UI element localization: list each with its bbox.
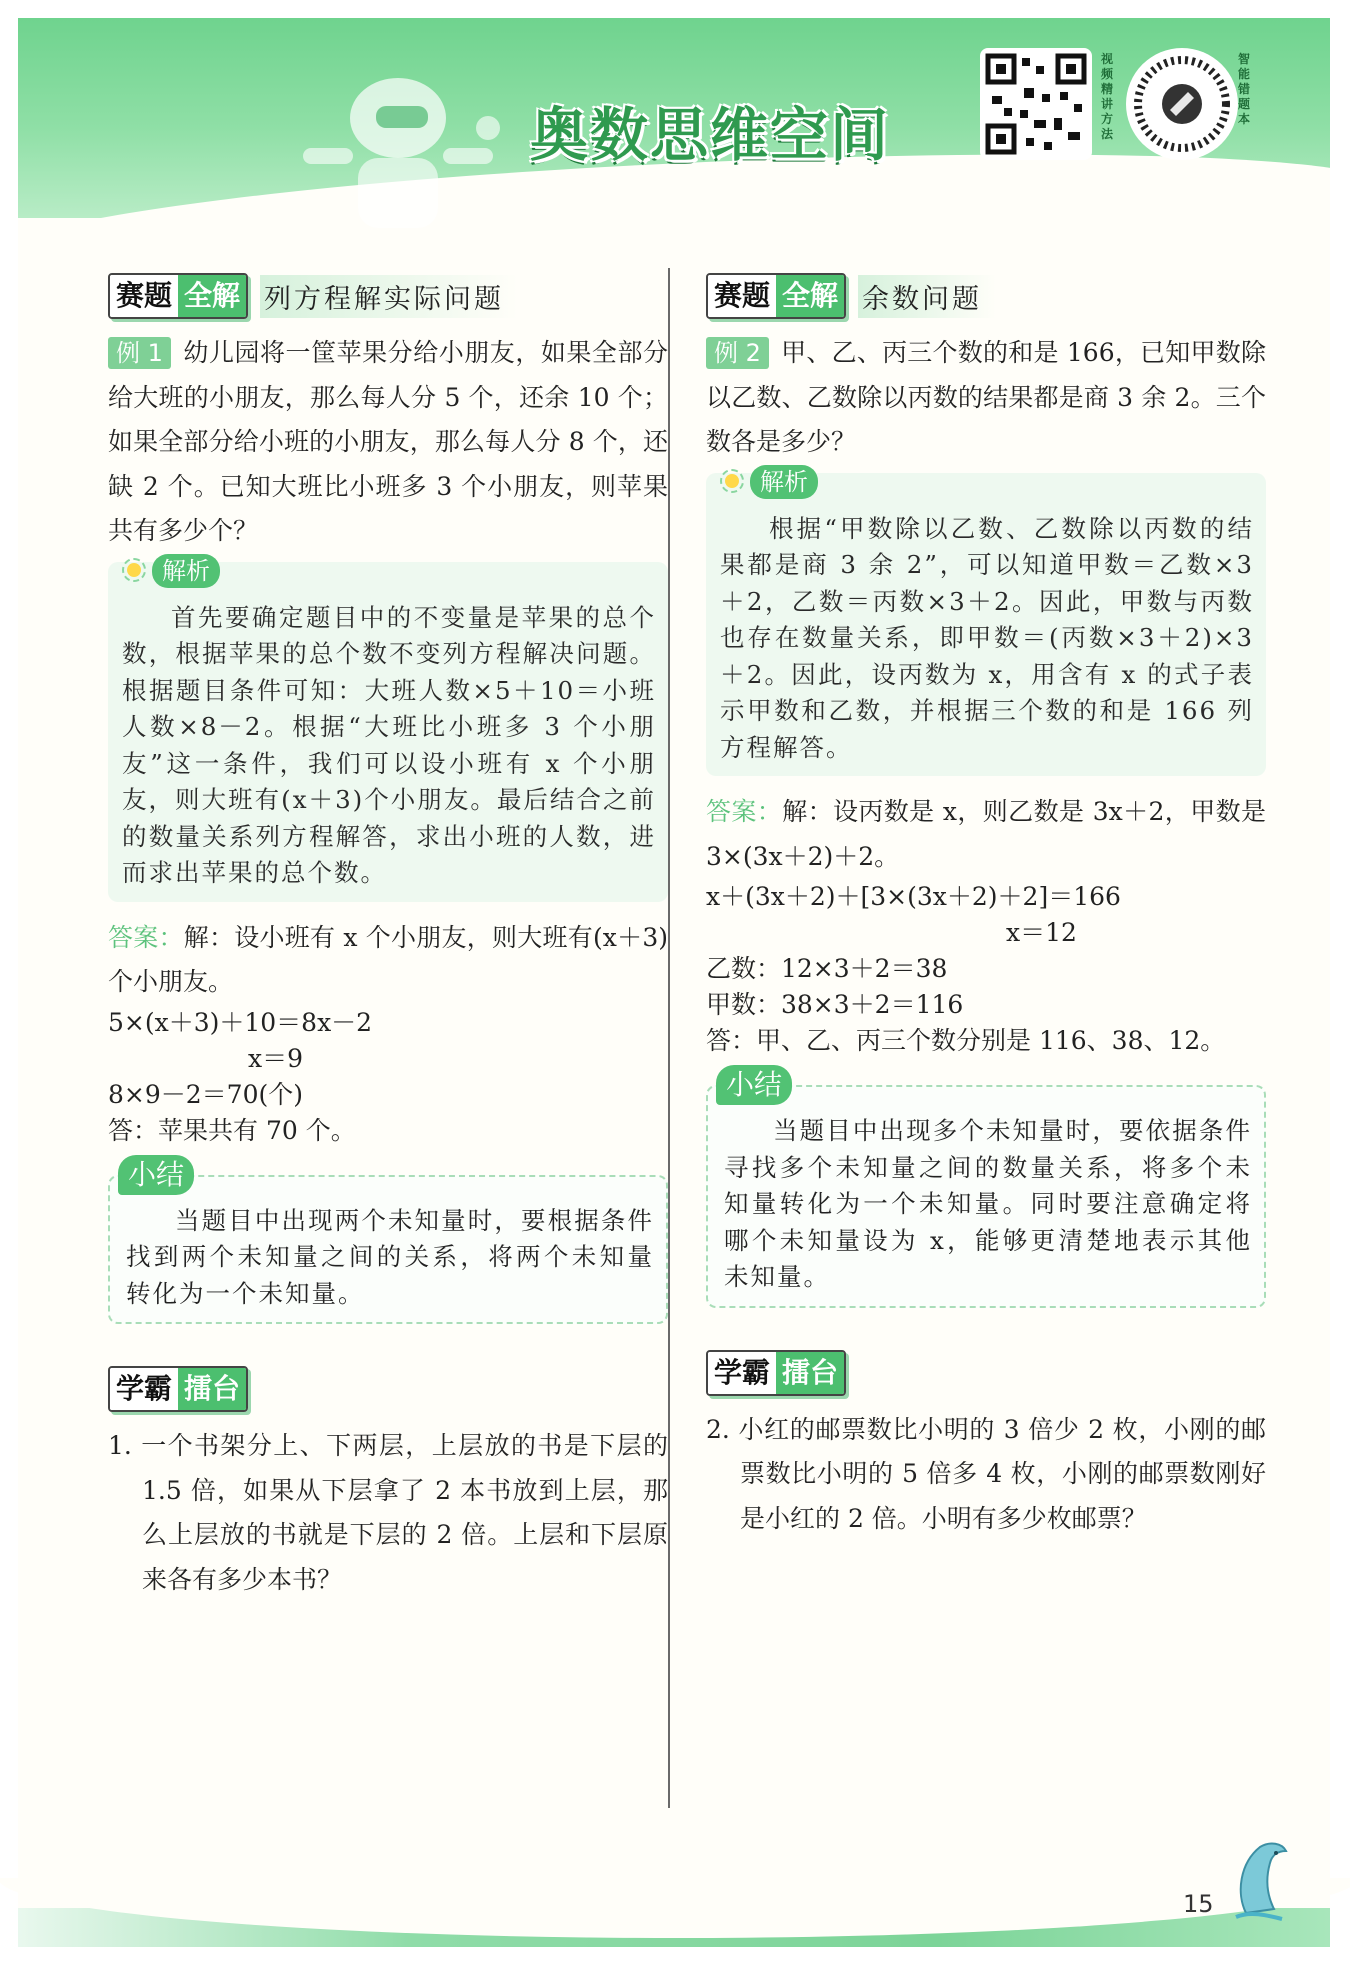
page xyxy=(18,18,1330,1947)
robot-icon xyxy=(248,58,508,248)
practice-question-1: 1. 一个书架分上、下两层，上层放的书是下层的 1.5 倍，如果从下层拿了 2 本书放到上层，那么上层放的书就是下层的 2 倍。上层和下层原来各有多少本书？ xyxy=(108,1431,668,1594)
example-text: 幼儿园将一筐苹果分给小朋友，如果全部分给大班的小朋友，那么每人分 5 个，还余 10 个；如果全部分给小班的小朋友，那么每人分 8 个，还缺 2 个。已知大班比小班多 3 个小朋友，则苹果共有多少个？ xyxy=(108,338,668,545)
lightbulb-icon xyxy=(718,468,746,496)
page-number: 15 xyxy=(1183,1890,1214,1918)
page-title: 奥数思维空间 xyxy=(530,101,891,169)
dolphin-icon xyxy=(1226,1833,1296,1923)
tag-part-b: 擂台 xyxy=(776,1352,844,1394)
equation: 8×9－2＝70(个) xyxy=(108,1079,303,1109)
practice-section xyxy=(706,1350,1266,1542)
qr-left-caption: 视频精讲方法 xyxy=(1100,52,1113,141)
practice-section xyxy=(108,1366,668,1602)
tag-part-a: 学霸 xyxy=(708,1352,776,1394)
analysis-text: 根据“甲数除以乙数、乙数除以丙数的结果都是商 3 余 2”，可以知道甲数＝乙数×3＋2，乙数＝丙数×3＋2。因此，甲数与丙数也存在数量关系，即甲数＝(丙数×3＋2)×3＋2。因此，设丙数为 x，用含有 x 的式子表示甲数和乙数，并根据三个数的和是 166 列方程解答。 xyxy=(720,513,1254,762)
left-column xyxy=(108,273,668,1602)
example-2 xyxy=(706,331,1266,465)
summary-box xyxy=(108,1157,668,1325)
right-column xyxy=(706,273,1266,1541)
header-banner xyxy=(18,18,1330,248)
answer-final: 答：甲、乙、丙三个数分别是 116、38、12。 xyxy=(706,1026,1226,1055)
answer-intro: 答案：解：设丙数是 x，则乙数是 3x＋2，甲数是 3×(3x＋2)＋2。 xyxy=(706,797,1266,871)
tag-part-a: 赛题 xyxy=(708,275,776,317)
example-1 xyxy=(108,331,668,554)
qr-right-caption: 智能错题本 xyxy=(1237,52,1250,126)
summary-text: 当题目中出现多个未知量时，要依据条件寻找多个未知量之间的数量关系，将多个未知量转化为一个未知量。同时要注意确定将哪个未知量设为 x，能够更清楚地表示其他未知量。 xyxy=(724,1116,1252,1291)
analysis-box xyxy=(706,467,1266,777)
analysis-box xyxy=(108,556,668,902)
practice-header xyxy=(706,1350,1266,1396)
qr-code-icon xyxy=(980,48,1092,160)
analysis-label: 解析 xyxy=(750,465,818,499)
summary-label: 小结 xyxy=(716,1065,792,1105)
mini-program-code-icon xyxy=(1126,48,1238,160)
equation: 5×(x＋3)＋10＝8x－2 xyxy=(108,1007,373,1037)
tag-part-b: 全解 xyxy=(178,275,246,317)
tag-part-b: 擂台 xyxy=(178,1368,246,1410)
summary-label: 小结 xyxy=(118,1155,194,1195)
tag-part-b: 全解 xyxy=(776,275,844,317)
analysis-text: 首先要确定题目中的不变量是苹果的总个数，根据苹果的总个数不变列方程解决问题。根据题目条件可知：大班人数×5＋10＝小班人数×8－2。根据“大班比小班多 3 个小朋友”这一条件，我们可以设小班有 x 个小朋友，则大班有(x＋3)个小朋友。最后结合之前的数量关系列方程解答，求出小班的人数，进而求出苹果的总个数。 xyxy=(122,602,656,887)
answer-intro: 答案：解：设小班有 x 个小朋友，则大班有(x＋3)个小朋友。 xyxy=(108,922,668,996)
equation: 乙数：12×3＋2＝38 xyxy=(706,954,948,983)
section-tag xyxy=(706,273,846,319)
summary-text: 当题目中出现两个未知量时，要根据条件找到两个未知量之间的关系，将两个未知量转化为一个未知量。 xyxy=(126,1205,654,1308)
practice-question-2: 2. 小红的邮票数比小明的 3 倍少 2 枚，小刚的邮票数比小明的 5 倍多 4 枚，小刚的邮票数刚好是小红的 2 倍。小明有多少枚邮票？ xyxy=(706,1414,1266,1533)
example-badge: 例 2 xyxy=(706,337,769,369)
example-badge: 例 1 xyxy=(108,337,171,369)
equation-solution: x＝12 xyxy=(1006,918,1077,947)
analysis-label: 解析 xyxy=(152,554,220,588)
equation: 甲数：38×3＋2＝116 xyxy=(706,990,964,1019)
summary-box xyxy=(706,1068,1266,1308)
section-header xyxy=(108,273,668,319)
equation: x＋(3x＋2)＋[3×(3x＋2)＋2]＝166 xyxy=(706,882,1121,911)
section-tag xyxy=(108,273,248,319)
column-divider xyxy=(668,268,670,1808)
section-header xyxy=(706,273,1266,319)
example-text: 甲、乙、丙三个数的和是 166，已知甲数除以乙数、乙数除以丙数的结果都是商 3 余 2。三个数各是多少？ xyxy=(706,338,1266,456)
answer-label: 答案： xyxy=(108,922,184,952)
section-title: 余数问题 xyxy=(858,275,996,318)
lightbulb-icon xyxy=(120,557,148,585)
answer-label: 答案： xyxy=(706,797,783,826)
section-title: 列方程解实际问题 xyxy=(260,275,518,318)
equation-solution: x＝9 xyxy=(248,1043,304,1073)
practice-header xyxy=(108,1366,668,1412)
answer-final: 答：苹果共有 70 个。 xyxy=(108,1115,356,1145)
tag-part-a: 学霸 xyxy=(110,1368,178,1410)
tag-part-a: 赛题 xyxy=(110,275,178,317)
